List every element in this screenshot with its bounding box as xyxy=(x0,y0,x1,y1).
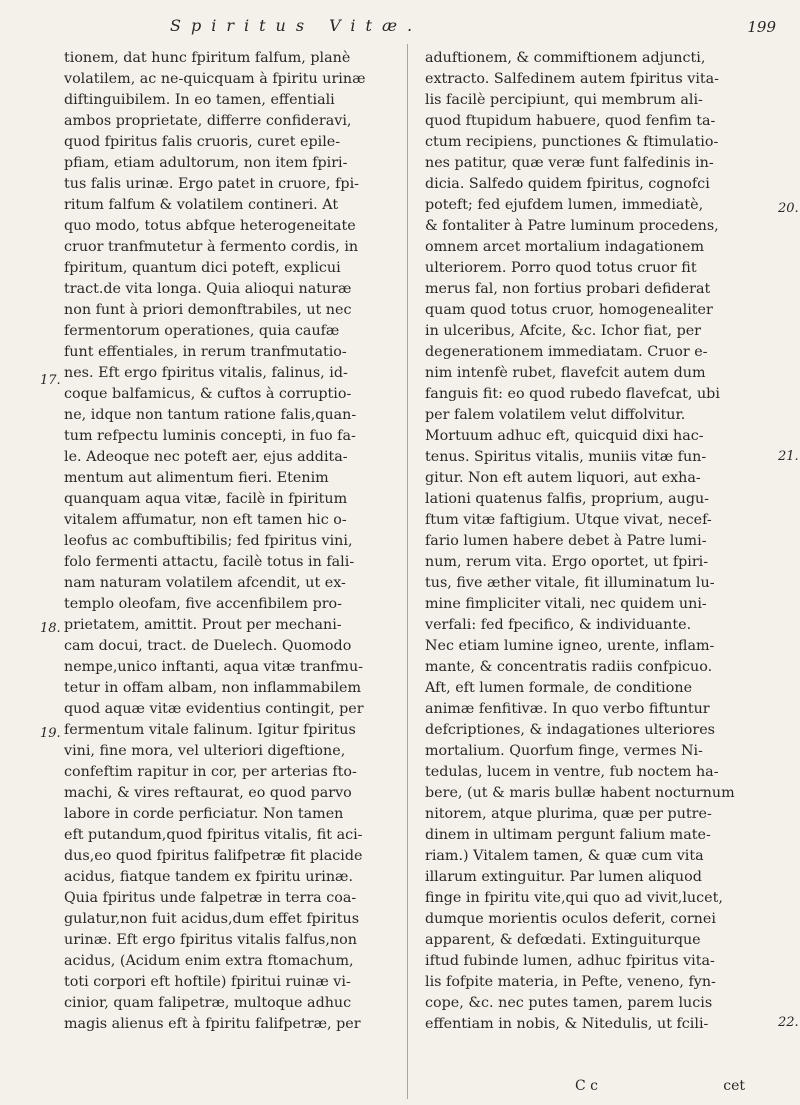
text-line: effentiam in nobis, & Nitedulis, ut fcili- xyxy=(425,1016,709,1032)
text-line: degenerationem immediatam. Cruor e- xyxy=(425,344,708,360)
page-header xyxy=(0,8,800,38)
text-line: dinem in ultimam pergunt falium mate- xyxy=(425,827,711,843)
page-number: 199 xyxy=(747,18,776,36)
text-line: vini, fine mora, vel ulteriori digeftione, xyxy=(64,743,346,759)
text-line: ambos proprietate, differre confideravi, xyxy=(64,113,352,129)
text-line: finge in fpiritu vite,qui quo ad vivit,lucet, xyxy=(425,890,723,906)
text-line: in ulceribus, Afcite, &c. Ichor fiat, per xyxy=(425,323,702,339)
text-line: per falem volatilem velut diffolvitur. xyxy=(425,407,686,423)
text-line: quo modo, totus abfque heterogeneitate xyxy=(64,218,356,234)
text-line: mentum aut alimentum fieri. Etenim xyxy=(64,470,329,486)
text-line: defcriptiones, & indagationes ulteriores xyxy=(425,722,716,738)
text-line: ritum falfum & volatilem contineri. At xyxy=(64,197,339,213)
margin-number-18: 18. xyxy=(40,621,61,636)
text-line: poteft; fed ejufdem lumen, immediatè, xyxy=(425,197,704,213)
text-line: iftud fubinde lumen, adhuc fpiritus vita- xyxy=(425,953,715,969)
text-line: nes patitur, quæ veræ funt falfedinis in- xyxy=(425,155,714,171)
text-line: prietatem, amittit. Prout per mechani- xyxy=(64,617,342,633)
text-line: diftinguibilem. In eo tamen, effentiali xyxy=(64,92,335,108)
text-line: tus falis urinæ. Ergo patet in cruore, fpi- xyxy=(64,176,359,192)
text-line: animæ fenfitivæ. In quo verbo fiftuntur xyxy=(425,701,710,717)
catchword: cet xyxy=(723,1078,745,1094)
text-line: quam quod totus cruor, homogenealiter xyxy=(425,302,713,318)
text-line: tum refpectu luminis concepti, in fuo fa- xyxy=(64,428,356,444)
text-line: lis facilè percipiunt, qui membrum ali- xyxy=(425,92,703,108)
text-line: leofus ac combuftibilis; fed fpiritus vini, xyxy=(64,533,353,549)
text-line: lationi quatenus falfis, proprium, augu- xyxy=(425,491,710,507)
text-line: mortalium. Quorfum finge, vermes Ni- xyxy=(425,743,703,759)
text-line: lis fofpite materia, in Pefte, veneno, fyn- xyxy=(425,974,716,990)
text-line: quod fpiritus falis cruoris, curet epile- xyxy=(64,134,341,150)
text-line: cruor tranfmutetur à fermento cordis, in xyxy=(64,239,359,255)
text-line: acidus, fiatque tandem ex fpiritu urinæ. xyxy=(64,869,354,885)
text-line: bere, (ut & maris bullæ habent nocturnum xyxy=(425,785,735,801)
text-line: verfali: fed fpecifico, & individuante. xyxy=(425,617,692,633)
text-line: nam naturam volatilem afcendit, ut ex- xyxy=(64,575,346,591)
text-line: riam.) Vitalem tamen, & quæ cum vita xyxy=(425,848,704,864)
text-line: fario lumen habere debet à Patre lumi- xyxy=(425,533,707,549)
text-line: nempe,unico inftanti, aqua vitæ tranfmu- xyxy=(64,659,364,675)
text-line: Quia fpiritus unde falpetræ in terra coa- xyxy=(64,890,357,906)
text-line: urinæ. Eft ergo fpiritus vitalis falfus,non xyxy=(64,932,357,948)
text-line: dumque morientis oculos deferit, cornei xyxy=(425,911,716,927)
text-line: mine fimpliciter vitali, nec quidem uni- xyxy=(425,596,707,612)
text-line: eft putandum,quod fpiritus vitalis, fit aci- xyxy=(64,827,363,843)
margin-number-17: 17. xyxy=(40,373,61,388)
text-line: ulteriorem. Porro quod totus cruor fit xyxy=(425,260,697,276)
text-line: templo oleofam, five accenfibilem pro- xyxy=(64,596,342,612)
text-line: machi, & vires reftaurat, eo quod parvo xyxy=(64,785,352,801)
left-text-column xyxy=(64,48,374,1035)
text-line: nim intenfè rubet, flavefcit autem dum xyxy=(425,365,706,381)
text-line: cinior, quam falipetræ, multoque adhuc xyxy=(64,995,352,1011)
column-divider xyxy=(407,44,408,1099)
text-line: cam docui, tract. de Duelech. Quomodo xyxy=(64,638,352,654)
signature-mark: C c xyxy=(575,1078,599,1094)
text-line: non funt à priori demonftrabiles, ut nec xyxy=(64,302,352,318)
margin-number-19: 19. xyxy=(40,726,61,741)
text-line: extracto. Salfedinem autem fpiritus vita- xyxy=(425,71,720,87)
text-line: fermentorum operationes, quia caufæ xyxy=(64,323,340,339)
text-line: pfiam, etiam adultorum, non item fpiri- xyxy=(64,155,348,171)
text-line: quod aquæ vitæ evidentius contingit, per xyxy=(64,701,364,717)
text-line: & fontaliter à Patre luminum procedens, xyxy=(425,218,719,234)
text-line: mante, & concentratis radiis confpicuo. xyxy=(425,659,713,675)
text-line: tedulas, lucem in ventre, fub noctem ha- xyxy=(425,764,719,780)
text-line: quod ftupidum habuere, quod fenfim ta- xyxy=(425,113,716,129)
text-line: Mortuum adhuc eft, quicquid dixi hac- xyxy=(425,428,704,444)
margin-number-21: 21. xyxy=(778,449,799,464)
text-line: tionem, dat hunc fpiritum falfum, planè xyxy=(64,50,351,66)
text-line: illarum extinguitur. Par lumen aliquod xyxy=(425,869,702,885)
text-line: apparent, & defœdati. Extinguiturque xyxy=(425,932,701,948)
text-line: aduftionem, & commiftionem adjuncti, xyxy=(425,50,706,66)
text-line: tenus. Spiritus vitalis, muniis vitæ fun- xyxy=(425,449,707,465)
text-line: le. Adeoque nec poteft aer, ejus addita- xyxy=(64,449,348,465)
text-line: coque balfamicus, & cuftos à corruptio- xyxy=(64,386,352,402)
text-line: num, rerum vita. Ergo oportet, ut fpiri- xyxy=(425,554,709,570)
text-line: toti corpori eft hoftile) fpiritui ruinæ vi- xyxy=(64,974,351,990)
page-footer xyxy=(425,1078,765,1098)
text-line: dus,eo quod fpiritus falifpetræ fit placide xyxy=(64,848,363,864)
text-line: Nec etiam lumine igneo, urente, inflam- xyxy=(425,638,715,654)
text-line: Aft, eft lumen formale, de conditione xyxy=(425,680,693,696)
text-line: ctum recipiens, punctiones & ftimulatio- xyxy=(425,134,719,150)
margin-number-22: 22. xyxy=(778,1015,799,1030)
right-text-column xyxy=(425,48,735,1035)
text-line: tetur in offam albam, non inflammabilem xyxy=(64,680,362,696)
text-line: confeftim rapitur in cor, per arterias fto- xyxy=(64,764,357,780)
text-line: volatilem, ac ne-quicquam à fpiritu urinæ xyxy=(64,71,366,87)
text-line: funt effentiales, in rerum tranfmutatio- xyxy=(64,344,347,360)
text-line: cope, &c. nec putes tamen, parem lucis xyxy=(425,995,713,1011)
text-line: vitalem affumatur, non eft tamen hic o- xyxy=(64,512,347,528)
text-line: fanguis fit: eo quod rubedo flavefcat, ubi xyxy=(425,386,720,402)
text-line: acidus, (Acidum enim extra ftomachum, xyxy=(64,953,354,969)
text-line: fermentum vitale falinum. Igitur fpiritus xyxy=(64,722,356,738)
text-line: omnem arcet mortalium indagationem xyxy=(425,239,705,255)
text-line: gulatur,non fuit acidus,dum effet fpiritus xyxy=(64,911,360,927)
text-line: ne, idque non tantum ratione falis,quan- xyxy=(64,407,357,423)
text-line: dicia. Salfedo quidem fpiritus, cognofci xyxy=(425,176,710,192)
text-line: gitur. Non eft autem liquori, aut exha- xyxy=(425,470,701,486)
text-line: tract.de vita longa. Quia alioqui naturæ xyxy=(64,281,352,297)
text-line: magis alienus eft à fpiritu falifpetræ, per xyxy=(64,1016,361,1032)
text-line: quanquam aqua vitæ, facilè in fpiritum xyxy=(64,491,348,507)
running-title: Spiritus Vitæ. xyxy=(170,16,423,35)
margin-number-20: 20. xyxy=(778,201,799,216)
text-line: merus fal, non fortius probari defiderat xyxy=(425,281,711,297)
text-line: nes. Eft ergo fpiritus vitalis, falinus, id- xyxy=(64,365,348,381)
text-line: folo fermenti attactu, facilè totus in fali- xyxy=(64,554,355,570)
text-line: tus, five æther vitale, fit illuminatum lu- xyxy=(425,575,715,591)
text-line: fpiritum, quantum dici poteft, explicui xyxy=(64,260,341,276)
text-line: nitorem, atque plurima, quæ per putre- xyxy=(425,806,712,822)
text-line: labore in corde perficiatur. Non tamen xyxy=(64,806,344,822)
text-line: ftum vitæ faftigium. Utque vivat, necef- xyxy=(425,512,712,528)
